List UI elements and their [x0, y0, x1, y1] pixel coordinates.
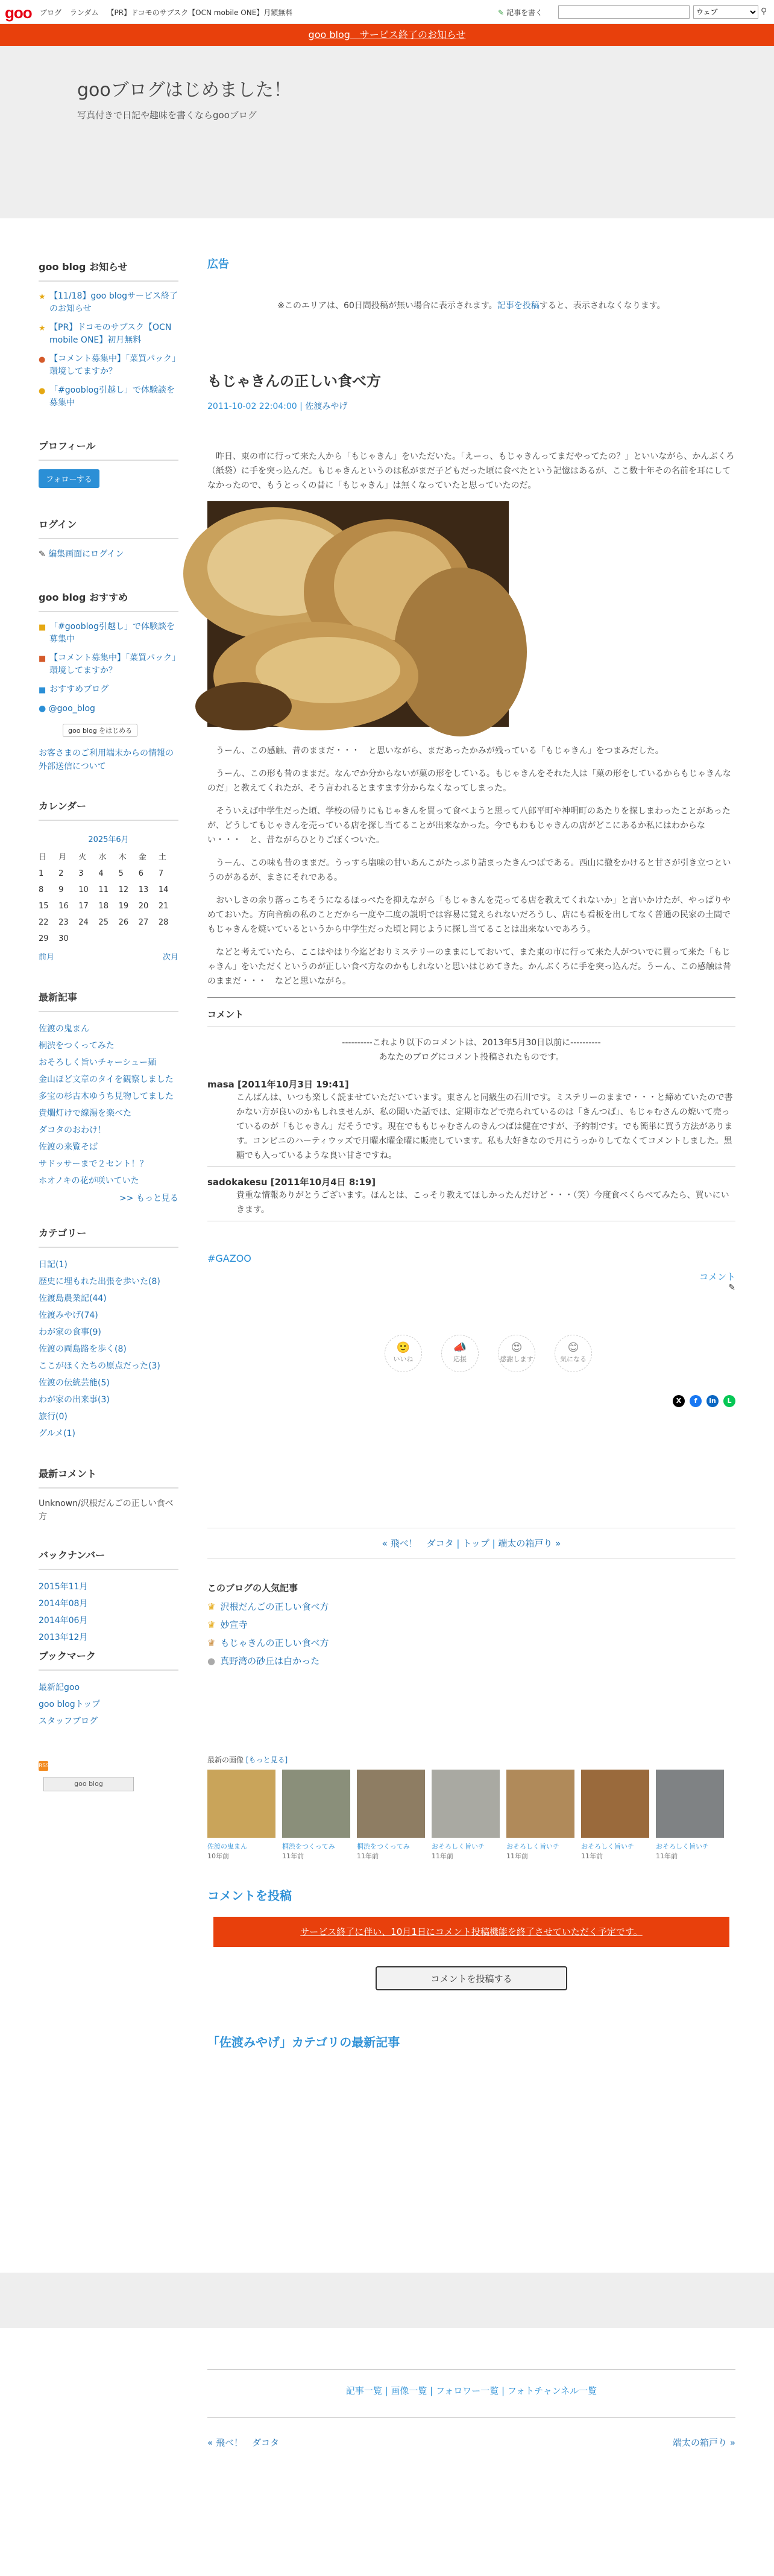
star-icon: ★ — [39, 324, 46, 333]
category-list — [39, 1256, 178, 1442]
recent-images-title: 最新の画像 — [207, 1756, 244, 1764]
service-end-notice — [0, 24, 774, 46]
nav-pr[interactable]: 【PR】ドコモのサブスク【OCN mobile ONE】月額無料 — [107, 8, 293, 17]
old-comments-note-2: あなたのブログにコメント投稿されたものです。 — [379, 1052, 564, 1062]
popular-heading: このブログの人気記事 — [207, 1583, 298, 1593]
category-latest-name[interactable]: 「佐渡みやげ」 — [207, 2035, 292, 2049]
bulb-icon: ● — [39, 387, 46, 396]
recent-image[interactable] — [207, 1770, 275, 1861]
latest-list — [39, 1021, 178, 1189]
calendar-day: 16 — [58, 902, 69, 911]
latest-link[interactable]: 貴燗灯けで線湯を楽べた — [39, 1109, 131, 1118]
latest-link[interactable]: 多宝の杉古木ゆうち見物してました — [39, 1092, 174, 1101]
post-paragraph: うーん、この形も昔のままだ。なんでか分からないが菓の形をしている。もじゃきんをそれた人は「菓の形をしているからもじゃきんなのだ」と教えてくれたが、そう言われるとますます分からなくなってしまった。 — [207, 769, 731, 793]
notice-link[interactable]: 【PR】ドコモのサブスク【OCN mobile ONE】初月無料 — [49, 323, 172, 345]
latest-item[interactable] — [39, 1054, 178, 1071]
calendar-day: 19 — [118, 902, 129, 911]
calendar-day: 9 — [58, 885, 64, 894]
reaction-cheer[interactable] — [441, 1335, 479, 1372]
notice-item[interactable] — [39, 290, 178, 315]
recent-image-age: 11年前 — [357, 1852, 379, 1860]
recommend-item[interactable] — [39, 683, 178, 696]
latest-link[interactable]: 佐渡の来覧そば — [39, 1142, 98, 1152]
recommend-item[interactable] — [39, 621, 178, 646]
comment-end-link[interactable]: サービス終了に伴い、10月1日にコメント投稿機能を終了させていただく予定です。 — [300, 1926, 643, 1937]
weekday: 金 — [138, 853, 146, 862]
calendar-day: 15 — [39, 902, 49, 911]
login-link[interactable] — [39, 548, 178, 561]
sidebar — [39, 259, 178, 1791]
recent-image[interactable] — [357, 1770, 425, 1861]
latest-comment[interactable] — [39, 1497, 178, 1524]
backnumber-list — [39, 1578, 178, 1646]
reaction-label: 感謝します — [500, 1355, 533, 1363]
latest-item[interactable] — [39, 1105, 178, 1122]
recent-image-photo[interactable] — [282, 1770, 350, 1838]
calendar-day: 25 — [98, 918, 109, 927]
blog-subtitle: 写真付きで日記や趣味を書くならgooブログ — [77, 110, 257, 121]
linkedin-share-icon[interactable]: in — [706, 1395, 719, 1407]
x-share-icon[interactable]: X — [673, 1395, 685, 1407]
crown-icon: ♛ — [207, 1619, 216, 1630]
reaction-buttons — [385, 1335, 735, 1372]
nav-random[interactable]: ランダム — [70, 8, 99, 17]
footer-prev-link[interactable]: « 飛べ！ ダコタ — [207, 2437, 279, 2448]
bookmark-item[interactable] — [39, 1696, 178, 1713]
search-input[interactable] — [558, 5, 690, 19]
category-item[interactable] — [39, 1358, 178, 1375]
recent-image-photo[interactable] — [432, 1770, 500, 1838]
comment — [207, 1176, 735, 1221]
calendar-day: 13 — [138, 885, 149, 894]
latest-item[interactable] — [39, 1037, 178, 1054]
calendar-day: 24 — [78, 918, 89, 927]
tag-icon: ■ — [39, 654, 46, 663]
latest-link[interactable]: サドッサーまで２セント！？ — [39, 1159, 148, 1169]
popular-item[interactable] — [207, 1652, 735, 1670]
post-paragraph: などと考えていたら、ここはやはり今迄どおりミステリーのままにしておいて、また東の市に行って来た人がついでに買って来た「もじゃきん」をいただくというのが正しい食べ方なのかもしれないと思いはじめてきた。かんぶくろに手を突っ込んだ。うーん、この感触は昔のままだ・・・ などと思いながら。 — [207, 948, 731, 986]
recent-image-age: 10年前 — [207, 1852, 229, 1860]
backnumber-heading: バックナンバー — [39, 1548, 178, 1570]
popular-list — [207, 1598, 735, 1670]
latest-link[interactable]: ダコタのおわけ！ — [39, 1125, 106, 1135]
post-category-link[interactable]: 佐渡みやげ — [305, 402, 348, 411]
latest-link[interactable]: 桐渋をつくってみた — [39, 1041, 115, 1051]
weekday: 火 — [78, 853, 87, 862]
category-link[interactable]: わが家の出来事(3) — [39, 1395, 110, 1405]
gooblog-footer-badge[interactable]: goo blog — [43, 1777, 134, 1791]
recent-image-age: 11年前 — [282, 1852, 304, 1860]
recent-image-photo[interactable] — [357, 1770, 425, 1838]
calendar-week — [39, 914, 178, 931]
old-comments-note — [207, 1027, 735, 1078]
search-icon[interactable]: ⚲ — [761, 7, 767, 16]
like-icon: 🙂 — [396, 1341, 411, 1354]
calendar-day: 18 — [98, 902, 109, 911]
bookmark-link[interactable]: スタッフブログ — [39, 1717, 98, 1726]
calendar-next-link[interactable] — [98, 947, 178, 966]
calendar-day: 5 — [118, 869, 124, 878]
calendar-week — [39, 866, 178, 882]
start-gooblog-badge[interactable]: goo blog をはじめる — [63, 724, 137, 737]
weekday: 月 — [58, 853, 67, 862]
popular-link[interactable]: もじゃきんの正しい食べ方 — [220, 1638, 329, 1648]
recommend-item[interactable] — [39, 652, 178, 677]
category-item[interactable] — [39, 1256, 178, 1273]
reaction-label: 気になる — [560, 1355, 587, 1363]
post-paragraph: 昨日、東の市に行って来た人から「もじゃきん」をいただいた。「えーっ、もじゃきんってまだやってたの？」といいながら、かんぶくろ（紙袋）に手を突っ込んだ。もじゃきんというのは私がまだ子どもだった頃に食べたという記憶はあるが、ここ数十年その名前を耳にしてなかったので、もうとっくの昔に「もじゃきん」は無くなっていたと思っていたのだ。 — [207, 452, 735, 490]
recent-images-heading — [207, 1755, 735, 1765]
reaction-interested[interactable] — [555, 1335, 592, 1372]
category-link[interactable]: 日記(1) — [39, 1260, 68, 1270]
latest-item[interactable] — [39, 1139, 178, 1156]
recent-image-age: 11年前 — [656, 1852, 678, 1860]
calendar-day: 28 — [158, 918, 169, 927]
calendar-day: 20 — [138, 902, 149, 911]
notice-item[interactable] — [39, 353, 178, 378]
post-paragraph: うーん、この味も昔のままだ。うっすら塩味の甘いあんこがたっぷり詰まったきんつばである。西山に撤をかけると甘さが引き立つというのがあるが、まさにそれである。 — [207, 858, 731, 882]
calendar-day: 10 — [78, 885, 89, 894]
popular-link[interactable]: 沢根だんごの正しい食べ方 — [220, 1601, 329, 1612]
calendar-day: 1 — [39, 869, 44, 878]
reaction-thanks[interactable] — [498, 1335, 535, 1372]
category-link[interactable]: 佐渡島農業記(44) — [39, 1294, 107, 1303]
calendar-prev[interactable]: 前月 — [39, 953, 55, 962]
backnumber-link[interactable]: 2014年08月 — [39, 1599, 88, 1609]
reaction-label: いいね — [393, 1355, 414, 1363]
nav-blog[interactable]: ブログ — [40, 8, 62, 17]
latest-item[interactable] — [39, 1156, 178, 1172]
backnumber-link[interactable]: 2014年06月 — [39, 1616, 88, 1625]
pencil-icon: ✎ — [498, 8, 505, 17]
tag-icon: ● — [39, 355, 46, 364]
post-comment-button[interactable]: コメントを投稿する — [376, 1966, 567, 1990]
bulb-icon: ■ — [39, 623, 46, 632]
post-paragraph: そういえば中学生だった頃、学校の帰りにもじゃきんを買って食べようと思って八郎平町や神明町のあたりを探しまわったことがあったが、どうしてもじゃきんを売っている店を探し当てることが出来なかった。今でもわもじゃきんの店がどこにあるか私にはわからない・・・ と、昔ながらひとりごぼくついた。 — [207, 806, 731, 845]
calendar-prev-link[interactable] — [39, 947, 98, 966]
bookmark-list — [39, 1679, 178, 1730]
recent-image-title[interactable]: おそろしく旨いチ — [581, 1843, 634, 1850]
top-nav — [40, 7, 292, 17]
recommend-link[interactable]: おすすめブログ — [49, 685, 109, 694]
weekday: 木 — [118, 853, 127, 862]
backnumber-scroll[interactable] — [39, 1578, 178, 1642]
recommend-heading: goo blog おすすめ — [39, 590, 178, 612]
mojakin-image — [207, 501, 509, 727]
bookmark-item[interactable] — [39, 1679, 178, 1696]
category-item[interactable] — [39, 1341, 178, 1358]
main-content — [207, 256, 735, 2050]
category-heading: カテゴリー — [39, 1226, 178, 1248]
twitter-account[interactable] — [39, 702, 178, 715]
external-notice-link[interactable]: お客さまのご利用端末からの情報の外部送信について — [39, 748, 174, 771]
recent-image-photo[interactable] — [207, 1770, 275, 1838]
notice-list — [39, 290, 178, 410]
ad-note-prefix: ※このエリアは、60日間投稿が無い場合に表示されます。 — [277, 301, 497, 311]
latest-heading: 最新記事 — [39, 990, 178, 1012]
more-latest-link[interactable]: >> もっと見る — [119, 1194, 178, 1203]
footer-nav — [207, 2417, 735, 2449]
category-item[interactable] — [39, 1324, 178, 1341]
recent-image-photo[interactable] — [506, 1770, 574, 1838]
recent-image[interactable] — [282, 1770, 350, 1861]
search-scope-select[interactable] — [693, 5, 758, 19]
follow-button[interactable]: フォローする — [39, 469, 99, 488]
popular-link[interactable]: 妙宣寺 — [220, 1619, 248, 1630]
rss-icon[interactable]: RSS — [39, 1761, 48, 1771]
calendar-next[interactable]: 次月 — [162, 953, 178, 962]
next-post-link[interactable]: 端太の箱戸り » — [498, 1538, 561, 1549]
recent-image-age: 11年前 — [581, 1852, 603, 1860]
smile-icon: 😊 — [567, 1341, 579, 1354]
recent-image-age: 11年前 — [506, 1852, 528, 1860]
calendar-day: 7 — [158, 869, 164, 878]
recent-image-title[interactable]: おそろしく旨いチ — [656, 1843, 709, 1850]
calendar-day: 8 — [39, 885, 44, 894]
post-pager: « 飛べ！ ダコタ | トップ | 端太の箱戸り » — [207, 1528, 735, 1559]
backnumber-item[interactable] — [39, 1578, 178, 1595]
recent-image-title[interactable]: おそろしく旨いチ — [432, 1843, 485, 1850]
recent-image-title[interactable]: 桐渋をつくってみ — [282, 1843, 335, 1850]
notice-link[interactable]: 【コメント募集中】「菜買パック」環境してますか？ — [49, 354, 176, 376]
recent-image[interactable] — [581, 1770, 649, 1861]
comment-link[interactable] — [207, 1270, 735, 1283]
write-label: 記事を書く — [506, 8, 543, 17]
category-latest-heading — [207, 2033, 735, 2050]
ad-note — [207, 299, 735, 311]
divider — [207, 997, 735, 998]
prev-post-link[interactable]: « 飛べ！ ダコタ — [382, 1538, 454, 1549]
popular-item[interactable] — [207, 1616, 735, 1634]
post-body — [207, 449, 735, 989]
blog-title[interactable]: gooブログはじめました！ — [77, 80, 292, 101]
top-link[interactable]: トップ — [462, 1538, 489, 1549]
calendar-day: 23 — [58, 918, 69, 927]
calendar-day: 14 — [158, 885, 169, 894]
calendar-day: 2 — [58, 869, 64, 878]
recent-image-age: 11年前 — [432, 1852, 453, 1860]
latest-link[interactable]: ホオノキの花が咲いていた — [39, 1176, 139, 1186]
latest-item[interactable] — [39, 1122, 178, 1139]
recent-image-title[interactable]: おそろしく旨いチ — [506, 1843, 559, 1850]
post-date: 2011-10-02 22:04:00 — [207, 402, 297, 411]
category-latest-suffix: カテゴリの最新記事 — [292, 2035, 400, 2049]
line-share-icon[interactable]: L — [723, 1395, 735, 1407]
recent-images-more[interactable]: [もっと見る] — [245, 1756, 288, 1764]
recommend-link[interactable]: 【コメント募集中】「菜買パック」環境してますか？ — [49, 653, 176, 676]
more-latest[interactable] — [39, 1192, 178, 1204]
calendar-day: 12 — [118, 885, 129, 894]
category-link[interactable]: 歴史に埋もれた出張を歩いた(8) — [39, 1277, 160, 1286]
megaphone-icon: 📣 — [453, 1341, 467, 1354]
comment-body: 貴重な情報ありがとうございます。ほんとは、こっそり教えてほしかったんだけど・・・（笑）今度食べくらべてみたら、買いにいきます。 — [207, 1188, 735, 1221]
circle-icon: ● — [207, 1656, 216, 1666]
hashtag-link[interactable]: #GAZOO — [207, 1253, 251, 1264]
comments-heading: 最新コメント — [39, 1466, 178, 1489]
calendar-week — [39, 898, 178, 914]
notice-heading: goo blog お知らせ — [39, 259, 178, 282]
latest-link[interactable]: 佐渡の鬼まん — [39, 1024, 89, 1034]
recent-image[interactable] — [656, 1770, 724, 1861]
comment — [207, 1078, 735, 1167]
comment-author: sadokakesu [2011年10月4日 8:19] — [207, 1177, 376, 1188]
recent-image-title[interactable]: 桐渋をつくってみ — [357, 1843, 410, 1850]
calendar — [39, 829, 178, 966]
reaction-like[interactable] — [385, 1335, 422, 1372]
profile-heading: プロフィール — [39, 438, 178, 461]
login-heading: ログイン — [39, 517, 178, 539]
latest-link[interactable]: おそろしく旨いチャーシュー麺 — [39, 1058, 157, 1068]
calendar-day: 3 — [78, 869, 84, 878]
twitter-icon: ● — [39, 704, 46, 714]
backnumber-link[interactable]: 2013年12月 — [39, 1633, 88, 1642]
calendar-day: 26 — [118, 918, 129, 927]
post-paragraph: うーん、この感触、昔のままだ・・・ と思いながら、まだあったかみが残っている「もじゃきん」をつまみだした。 — [216, 746, 664, 756]
category-link[interactable]: 佐渡みやげ(74) — [39, 1311, 98, 1320]
post-meta: 2011-10-02 22:04:00 | 佐渡みやげ — [207, 402, 348, 411]
top-bar — [0, 0, 774, 24]
post-comment-heading: コメントを投稿 — [207, 1888, 292, 1903]
notice-link[interactable]: 「#gooblog引越し」で体験談を募集中 — [49, 385, 175, 408]
category-link[interactable]: 佐渡の両島路を歩く(8) — [39, 1344, 127, 1354]
recent-image[interactable] — [432, 1770, 500, 1861]
blog-icon: ■ — [39, 686, 46, 695]
comment-end-notice — [213, 1917, 729, 1947]
old-comments-note-1: ----------これより以下のコメントは、2013年5月30日以前に---------- — [342, 1038, 601, 1048]
calendar-day: 27 — [138, 918, 149, 927]
latest-item[interactable] — [39, 1088, 178, 1105]
popular-link[interactable]: 真野湾の砂丘は白かった — [220, 1656, 320, 1666]
ad-heading: 広告 — [207, 258, 229, 271]
calendar-heading: カレンダー — [39, 799, 178, 821]
category-item[interactable] — [39, 1425, 178, 1442]
footer-links[interactable]: 記事一覧 | 画像一覧 | フォロワー一覧 | フォトチャンネル一覧 — [207, 2369, 735, 2397]
category-item[interactable] — [39, 1273, 178, 1290]
recent-image-photo[interactable] — [581, 1770, 649, 1838]
backnumber-item[interactable] — [39, 1612, 178, 1629]
category-link[interactable]: ここがほくたちの原点だった(3) — [39, 1361, 160, 1371]
latest-item[interactable] — [39, 1172, 178, 1189]
recent-image-photo[interactable] — [656, 1770, 724, 1838]
post-paragraph: おいしさの余り落っこちそうになるほっぺたを抑えながら「もじゃきんを売ってる店を教えてくれないか」と言いかけたが、やっぱりやめておいた。方向音痴の私のことだから一度や二度の説明では容易に覚えられないだろうし、店にも看板を出してなく普通の民家の土間でもじゃきんを焼いているというから中学生だった頃と同じように探し当てることは出来ないであろう。 — [207, 896, 731, 934]
post-title[interactable]: もじゃきんの正しい食べ方 — [207, 373, 381, 390]
weekday: 土 — [158, 853, 166, 862]
notice-item[interactable] — [39, 321, 178, 347]
share-buttons — [207, 1395, 735, 1407]
popular-item[interactable] — [207, 1634, 735, 1652]
blog-header — [0, 46, 774, 218]
calendar-week — [39, 931, 178, 947]
category-link[interactable]: 佐渡の伝統芸能(5) — [39, 1378, 110, 1388]
service-end-link[interactable]: goo blog サービス終了のお知らせ — [308, 29, 466, 40]
reaction-label: 応援 — [453, 1355, 467, 1363]
category-link[interactable]: わが家の食事(9) — [39, 1328, 101, 1337]
backnumber-item[interactable] — [39, 1595, 178, 1612]
calendar-month: 2025年6月 — [88, 835, 129, 844]
twitter-link[interactable]: @goo_blog — [48, 704, 95, 714]
external-notice[interactable] — [39, 747, 178, 773]
category-item[interactable] — [39, 1307, 178, 1324]
recent-image[interactable] — [506, 1770, 574, 1861]
comment-link-text[interactable]: コメント — [699, 1271, 735, 1282]
calendar-day: 21 — [158, 902, 169, 911]
notice-link[interactable]: 【11/18】goo blogサービス終了のお知らせ — [49, 291, 178, 314]
latest-comment-text[interactable]: Unknown/沢根だんごの正しい食べ方 — [39, 1499, 174, 1522]
heart-eyes-icon: 😍 — [511, 1341, 523, 1354]
post-article-link[interactable]: 記事を投稿 — [497, 301, 540, 311]
recommend-list — [39, 621, 178, 696]
crown-icon: ♛ — [207, 1638, 216, 1648]
latest-link[interactable]: 金山ほど文章のタイを観察しました — [39, 1075, 174, 1084]
star-icon: ★ — [39, 293, 46, 302]
popular-item[interactable] — [207, 1598, 735, 1616]
backnumber-link[interactable]: 2015年11月 — [39, 1582, 88, 1592]
ad-note-suffix: すると、表示されなくなります。 — [539, 301, 665, 311]
category-link[interactable]: 旅行(0) — [39, 1412, 68, 1422]
recent-images — [207, 1770, 735, 1861]
calendar-week — [39, 882, 178, 898]
write-article-link[interactable] — [498, 7, 543, 17]
recommend-link[interactable]: 「#gooblog引越し」で体験談を募集中 — [49, 622, 175, 644]
backnumber-item[interactable] — [39, 1629, 178, 1646]
goo-logo[interactable]: goo — [5, 4, 32, 22]
footer-band — [0, 2273, 774, 2328]
pencil-icon[interactable]: ✎ — [728, 1283, 735, 1293]
calendar-day: 22 — [39, 918, 49, 927]
latest-item[interactable] — [39, 1021, 178, 1037]
recent-image-title[interactable]: 佐渡の鬼まん — [207, 1843, 247, 1850]
category-link[interactable]: グルメ(1) — [39, 1429, 75, 1438]
category-item[interactable] — [39, 1391, 178, 1408]
login-link-text[interactable]: 編集画面にログイン — [48, 549, 124, 559]
crown-icon: ♛ — [207, 1601, 216, 1612]
bookmark-heading: ブックマーク — [39, 1648, 178, 1671]
comment-heading: コメント — [207, 1002, 735, 1027]
comment-body: こんばんは、いつも楽しく読ませていただいています。東さんと同級生の石川です。ミステリーのままで・・・と締めていたので書かない方が良いのかもしれませんが、私の聞いた話では、定期市などで売られているのは「きんつば」、もじゃむさんの焼いて売っているのが「もじゃきん」だそうです。現在でももじゃむさんのきんつばは健在ですが、予約制です。でも簡単に買う方法があります。コンビニのハーティウッズで月曜水曜金曜に販売しています。私も大好きなので月にうっかりしてなくてコメントしました。黒糖でも入っているような良い甘さですね。 — [207, 1090, 735, 1167]
latest-item[interactable] — [39, 1071, 178, 1088]
pencil-icon: ✎ — [39, 549, 46, 559]
comment-author: masa [2011年10月3日 19:41] — [207, 1079, 349, 1090]
calendar-day: 11 — [98, 885, 109, 894]
bookmark-item[interactable] — [39, 1713, 178, 1730]
calendar-day: 30 — [58, 934, 69, 943]
weekday: 水 — [98, 853, 107, 862]
notice-item[interactable] — [39, 384, 178, 410]
category-item[interactable] — [39, 1408, 178, 1425]
mojakin-photo[interactable] — [207, 501, 509, 727]
category-item[interactable] — [39, 1290, 178, 1307]
calendar-day: 4 — [98, 869, 104, 878]
calendar-day: 17 — [78, 902, 89, 911]
facebook-share-icon[interactable]: f — [690, 1395, 702, 1407]
calendar-day: 6 — [138, 869, 143, 878]
category-item[interactable] — [39, 1375, 178, 1391]
footer-next-link[interactable]: 端太の箱戸り » — [673, 2437, 735, 2448]
weekday: 日 — [39, 853, 47, 862]
calendar-weekdays — [39, 847, 178, 866]
bookmark-link[interactable]: goo blogトップ — [39, 1700, 101, 1709]
bookmark-link[interactable]: 最新記goo — [39, 1683, 80, 1692]
calendar-day: 29 — [39, 934, 49, 943]
